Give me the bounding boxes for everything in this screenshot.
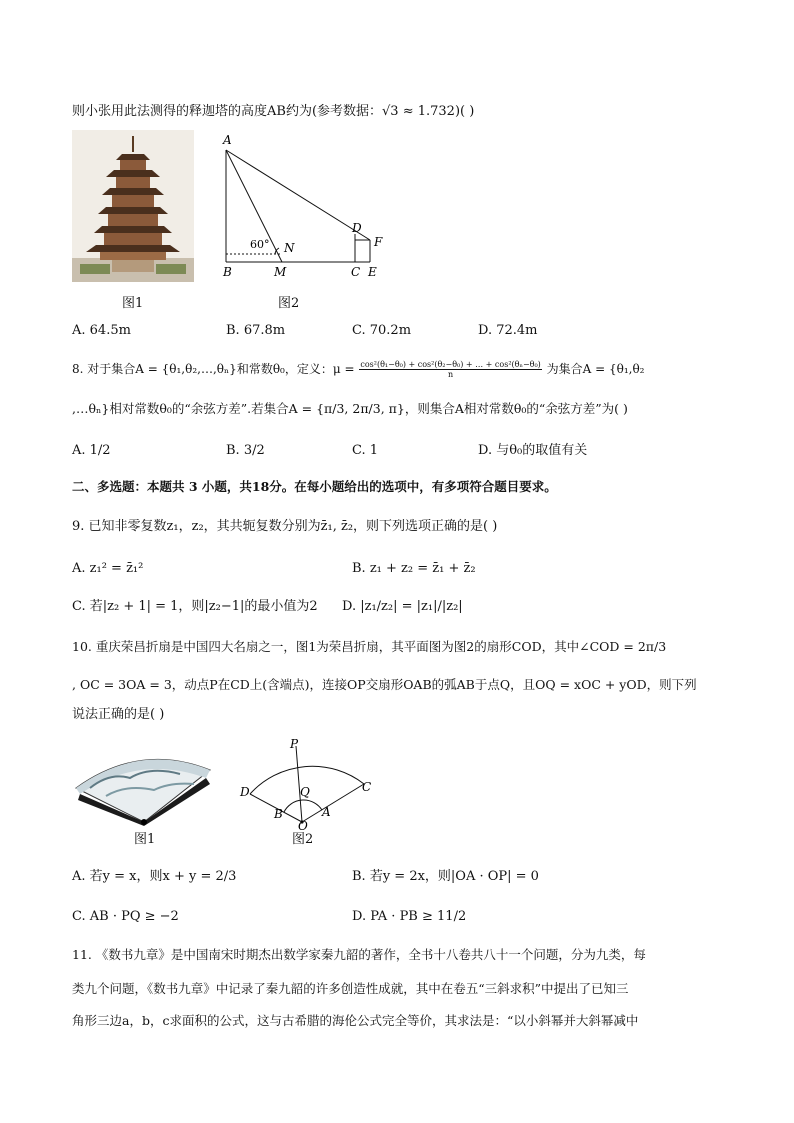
label-F: F <box>374 235 383 249</box>
q7-option-d: D. 72.4m <box>478 323 538 338</box>
pagoda-photo <box>72 130 194 282</box>
q10-option-a: A. 若y = x，则x + y = 2/3 <box>72 869 237 884</box>
q10-line3: 说法正确的是( ) <box>72 707 165 722</box>
q11-line3: 角形三边a，b，c求面积的公式，这与古希腊的海伦公式完全等价，其求法是：“以小斜幂并大斜幂减中 <box>72 1013 639 1028</box>
q8-option-a: A. 1/2 <box>72 443 111 458</box>
q7-stem: 则小张用此法测得的释迦塔的高度AB约为(参考数据：√3 ≈ 1.732)( ) <box>72 104 475 119</box>
label-A: A <box>322 805 331 819</box>
label-C: C <box>362 780 372 794</box>
folding-fan-image <box>70 748 216 826</box>
label-N: N <box>284 241 295 255</box>
q10-option-c: C. AB · PQ ≥ −2 <box>72 909 179 924</box>
label-E: E <box>368 265 377 279</box>
q8-line2: ,…θₙ}相对常数θ₀的“余弦方差”.若集合A = {π/3, 2π/3, π}，则集合A相对常数θ₀的“余弦方差”为( ) <box>72 401 628 416</box>
label-P: P <box>290 737 299 751</box>
q10-fig1-caption: 图1 <box>134 832 156 847</box>
label-M: M <box>274 265 287 279</box>
q7-option-a: A. 64.5m <box>72 323 131 338</box>
q7-option-c: C. 70.2m <box>352 323 412 338</box>
label-D: D <box>352 221 362 235</box>
q11-line2: 类九个问题，《数书九章》中记录了秦九韶的许多创造性成就，其中在卷五“三斜求积”中提出了已知三 <box>72 981 629 996</box>
q10-fig2-caption: 图2 <box>292 832 314 847</box>
q10-sector-diagram <box>236 734 376 830</box>
q8-formula-numerator: cos²(θ₁−θ₀) + cos²(θ₂−θ₀) + … + cos²(θₙ−θ₀) <box>360 360 541 369</box>
q8-formula-denominator: n <box>448 370 454 379</box>
label-A: A <box>223 133 232 147</box>
q10-option-b: B. 若y = 2x，则|OA · OP| = 0 <box>352 869 539 884</box>
label-O: O <box>298 819 308 830</box>
q7-fig1-caption: 图1 <box>122 296 144 311</box>
q8-formula <box>359 360 541 379</box>
q10-line2: , OC = 3OA = 3，动点P在CD上(含端点)，连接OP交扇形OAB的弧AB于点Q，且OQ = xOC + yOD，则下列 <box>72 677 697 692</box>
q10-line1: 10. 重庆荣昌折扇是中国四大名扇之一，图1为荣昌折扇，其平面图为图2的扇形COD，其中∠COD = 2π/3 <box>72 639 667 654</box>
q8-line1-post: 为集合A = {θ₁,θ₂ <box>546 362 645 376</box>
label-B: B <box>274 807 283 821</box>
q11-line1: 11. 《数书九章》是中国南宋时期杰出数学家秦九韶的著作，全书十八卷共八十一个问题，分为九类，每 <box>72 947 646 962</box>
q7-geometry-diagram <box>218 128 388 280</box>
q9-option-c: C. 若|z₂ + 1| = 1，则|z₂−1|的最小值为2 <box>72 599 318 614</box>
q9-option-b: B. z₁ + z₂ = z̄₁ + z̄₂ <box>352 561 476 576</box>
label-C: C <box>351 265 361 279</box>
q7-fig2-caption: 图2 <box>278 296 300 311</box>
q8-option-b: B. 3/2 <box>226 443 265 458</box>
label-D: D <box>240 785 250 799</box>
q8-line1 <box>72 360 645 379</box>
section-2-heading: 二、多选题：本题共 3 小题，共18分。在每小题给出的选项中，有多项符合题目要求。 <box>72 479 557 494</box>
q7-option-b: B. 67.8m <box>226 323 286 338</box>
q10-option-d: D. PA · PB ≥ 11/2 <box>352 909 467 924</box>
q8-line1-pre: 8. 对于集合A = {θ₁,θ₂,…,θₙ}和常数θ₀，定义：μ = <box>72 362 355 376</box>
q8-option-d: D. 与θ₀的取值有关 <box>478 443 588 458</box>
label-Q: Q <box>300 785 310 799</box>
label-angle: 60° <box>250 238 270 251</box>
q9-option-d: D. |z₁/z₂| = |z₁|/|z₂| <box>342 599 463 614</box>
q8-option-c: C. 1 <box>352 443 379 458</box>
label-B: B <box>223 265 232 279</box>
q9-stem: 9. 已知非零复数z₁，z₂，其共轭复数分别为z̄₁, z̄₂，则下列选项正确的是( ) <box>72 519 498 534</box>
q9-option-a: A. z₁² = z̄₁² <box>72 561 144 576</box>
